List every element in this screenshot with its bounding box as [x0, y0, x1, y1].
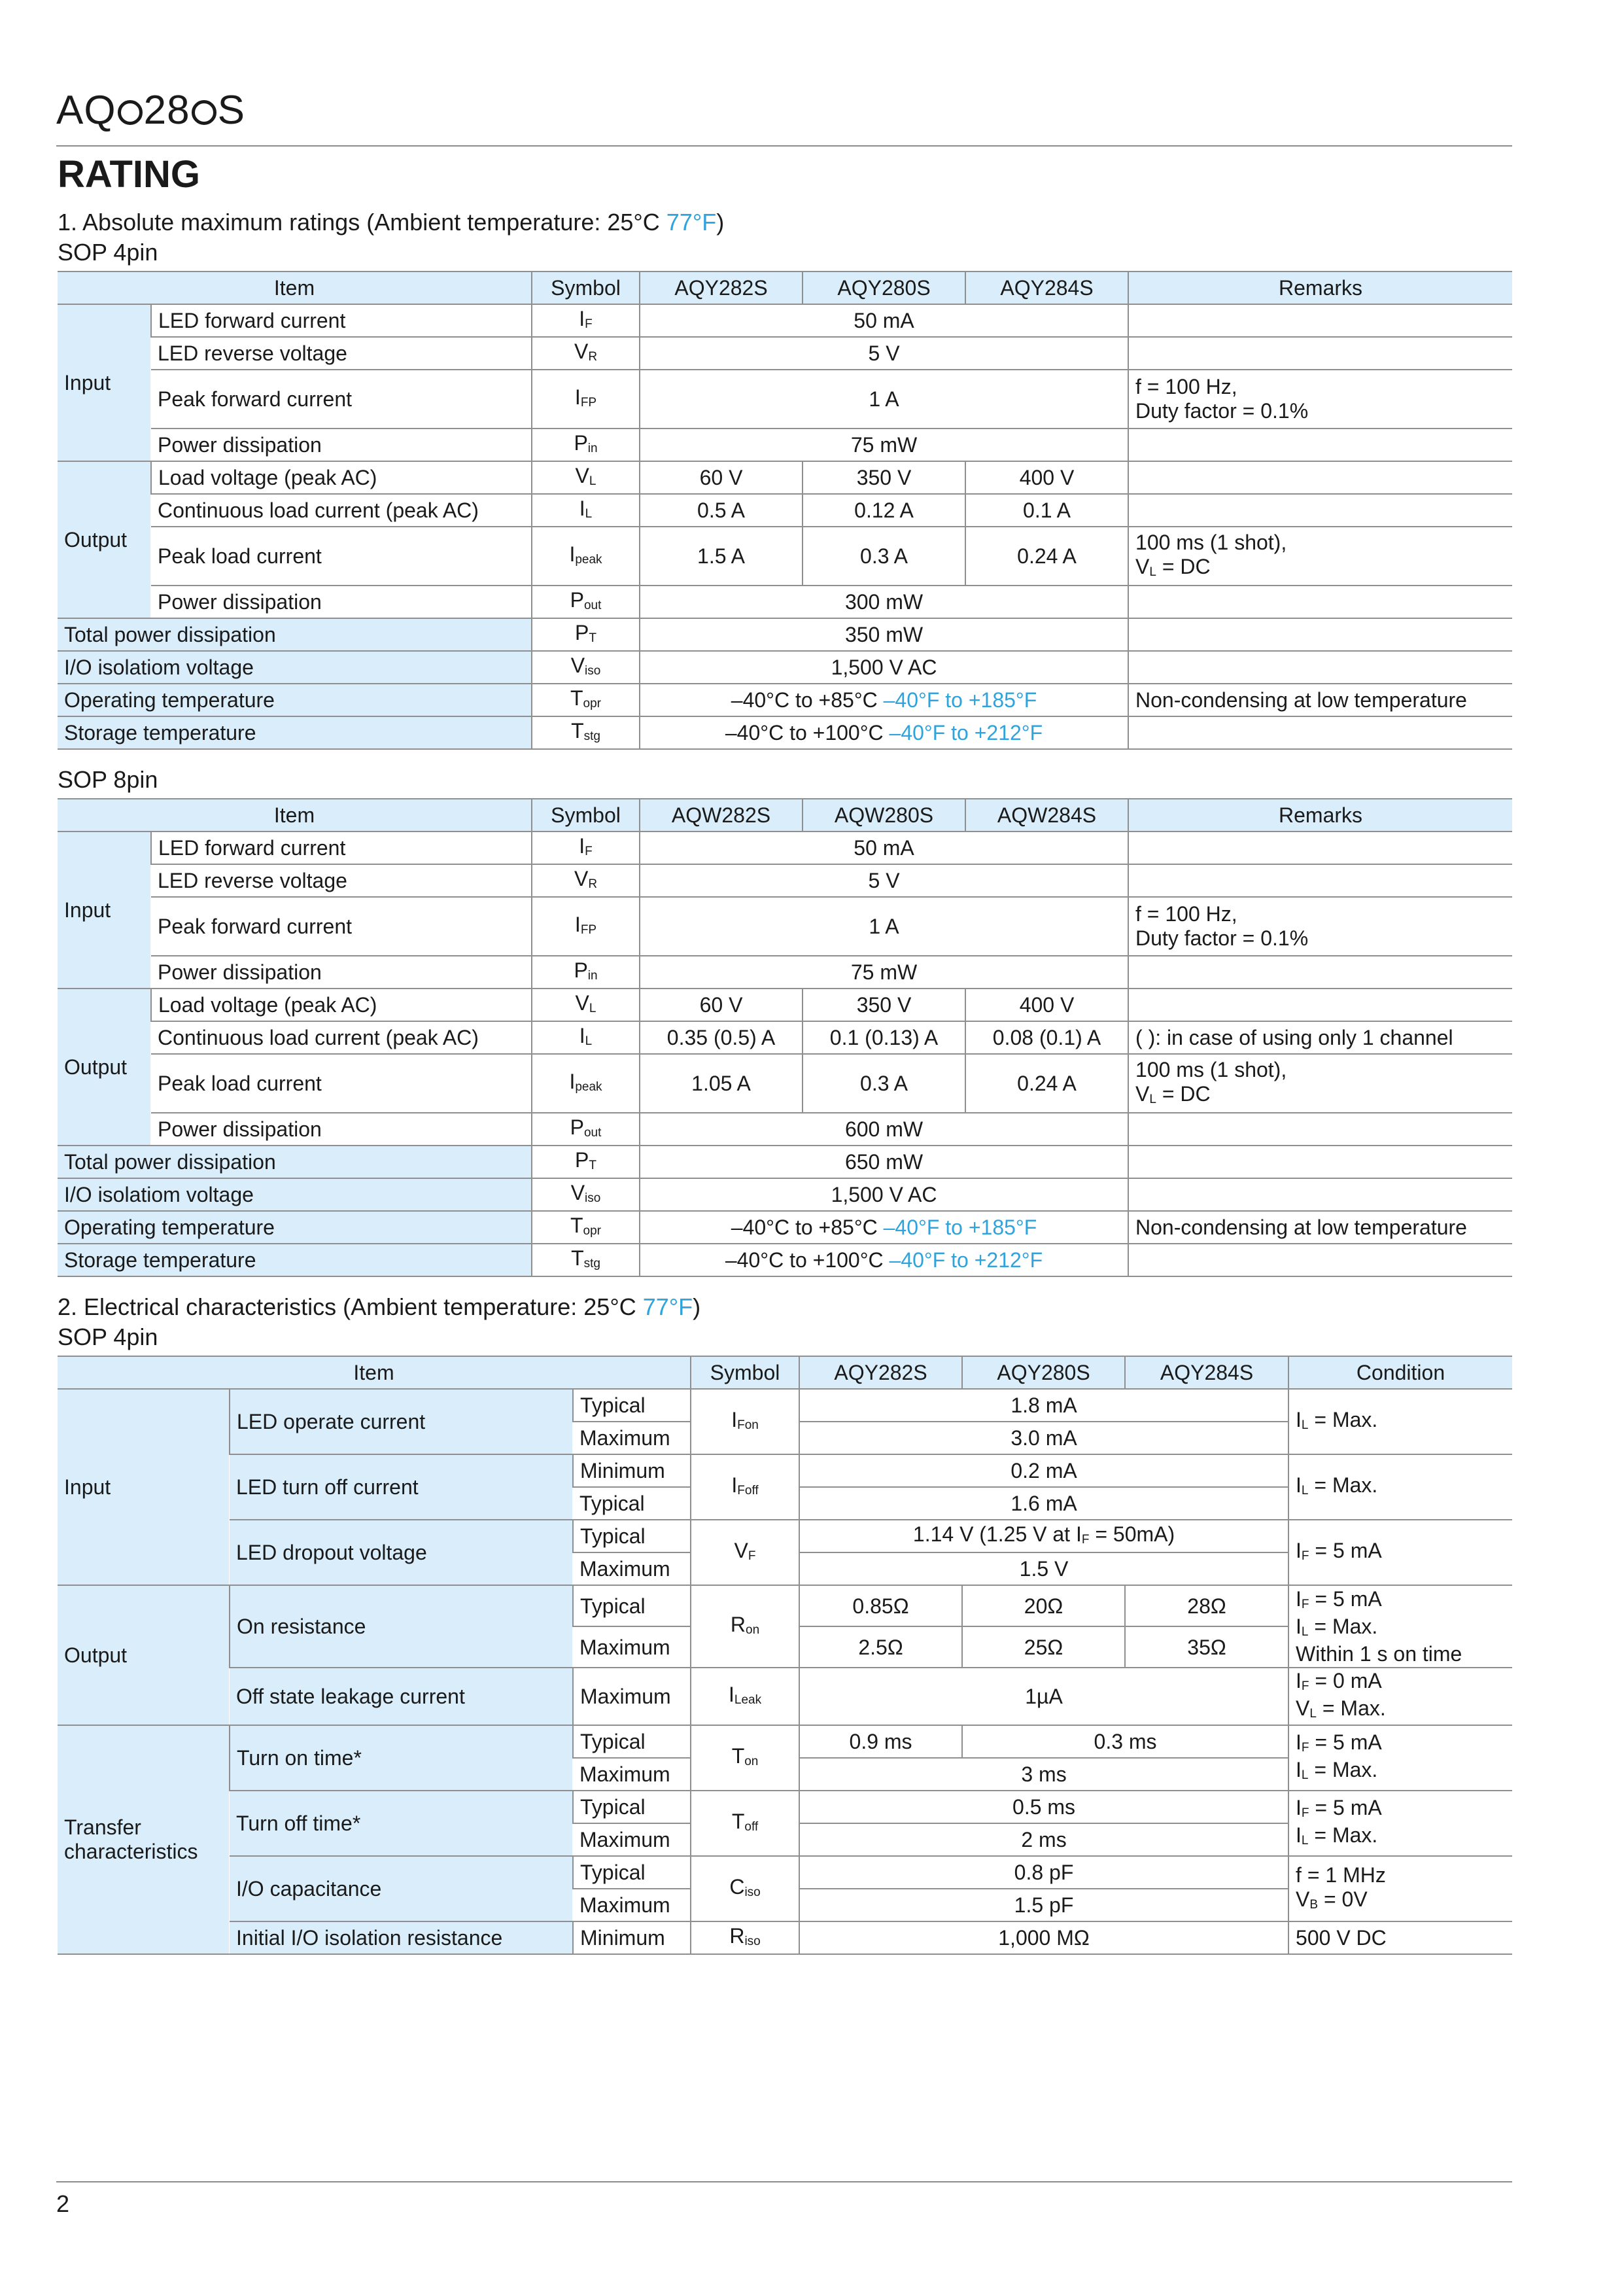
table-row: Power dissipation $P_{in}$ 75 mW — [58, 956, 1512, 989]
table-header-row: Item Symbol AQW282S AQW280S AQW284S Remarks — [58, 799, 1512, 832]
section-heading: RATING — [58, 153, 201, 196]
table-row: Operating temperature $T_{opr}$ –40°C to +85°C –40°F to +185°F Non-condensing at low temperature — [58, 684, 1512, 716]
sop8-label: SOP 8pin — [58, 766, 158, 793]
table-row: I/O capacitance Typical $C_{iso}$ 0.8 pF f = 1 MHz $V_B = 0V$ — [58, 1856, 1512, 1889]
table-row: I/O isolatiom voltage $V_{iso}$ 1,500 V AC — [58, 1178, 1512, 1211]
table-row: Maximum 2 ms — [58, 1823, 1512, 1856]
table-row: Power dissipation $P_{out}$ 300 mW — [58, 586, 1512, 618]
table-row: Storage temperature $T_{stg}$ –40°C to +100°C –40°F to +212°F — [58, 1244, 1512, 1276]
table-row: LED dropout voltage Typical $V_F$ 1.14 V (1.25 V at $I_F = 50mA$) $I_F = 5$ mA — [58, 1520, 1512, 1552]
section2-title: 2. Electrical characteristics (Ambient temperature: 25°C 77°F) — [58, 1293, 701, 1320]
electrical-table-sop4 — [58, 1356, 1512, 1955]
circle-placeholder-icon — [118, 100, 143, 125]
circle-placeholder-icon — [192, 100, 216, 125]
section1-title: 1. Absolute maximum ratings (Ambient temperature: 25°C 77°F) — [58, 209, 725, 236]
table-row: Turn off time* Typical $T_{off}$ 0.5 ms $I_F = 5$ mA $I_L$ = Max. — [58, 1791, 1512, 1823]
document-title: AQ 28 S — [56, 88, 245, 133]
sop4-label-electrical: SOP 4pin — [58, 1323, 158, 1350]
table-row: LED turn off current Minimum $I_{Foff}$ 0.2 mA $I_L$ = Max. — [58, 1454, 1512, 1487]
table-row: LED reverse voltage $V_R$ 5 V — [58, 337, 1512, 370]
table-row: Input LED operate current Typical $I_{Fon}$ 1.8 mA $I_L$ = Max. — [58, 1389, 1512, 1422]
abs-max-table-sop4 — [58, 271, 1512, 750]
table-row: Output Load voltage (peak AC) $V_L$ 60 V 350 V 400 V — [58, 461, 1512, 494]
table-row: Initial I/O isolation resistance Minimum $R_{iso}$ 1,000 MΩ 500 V DC — [58, 1921, 1512, 1954]
table-row: Peak forward current $I_{FP}$ 1 A f = 100 Hz, Duty factor = 0.1% — [58, 370, 1512, 429]
table-header-row: Item Symbol AQY282S AQY280S AQY284S Remarks — [58, 272, 1512, 304]
table-row: Continuous load current (peak AC) $I_L$ 0.35 (0.5) A 0.1 (0.13) A 0.08 (0.1) A ( ): in case of using only 1 channel — [58, 1021, 1512, 1054]
table-row: Peak load current $I_{peak}$ 1.05 A 0.3 A 0.24 A 100 ms (1 shot), $V_L$ = DC — [58, 1054, 1512, 1113]
table-row: Power dissipation $P_{out}$ 600 mW — [58, 1113, 1512, 1146]
table-row: Operating temperature $T_{opr}$ –40°C to +85°C –40°F to +185°F Non-condensing at low temperature — [58, 1211, 1512, 1244]
table-row: Maximum 3.0 mA — [58, 1422, 1512, 1454]
table-row: LED reverse voltage $V_R$ 5 V — [58, 864, 1512, 897]
table-row: Peak forward current $I_{FP}$ 1 A f = 100 Hz, Duty factor = 0.1% — [58, 897, 1512, 956]
table-row: Total power dissipation $P_T$ 350 mW — [58, 618, 1512, 651]
abs-max-table-sop8 — [58, 798, 1512, 1277]
header-divider — [56, 145, 1512, 147]
sop4-label: SOP 4pin — [58, 239, 158, 266]
table-row: Input LED forward current $I_F$ 50 mA — [58, 304, 1512, 337]
table-row: Typical 1.6 mA — [58, 1487, 1512, 1520]
table-row: Input LED forward current $I_F$ 50 mA — [58, 832, 1512, 864]
table-row: Maximum 1.5 pF — [58, 1889, 1512, 1921]
table-row: Peak load current $I_{peak}$ 1.5 A 0.3 A 0.24 A 100 ms (1 shot), $V_L$ = DC — [58, 527, 1512, 586]
table-row: Off state leakage current Maximum $I_{Leak}$ 1µA $I_F = 0$ mA $V_L$ = Max. — [58, 1668, 1512, 1725]
table-row: Storage temperature $T_{stg}$ –40°C to +100°C –40°F to +212°F — [58, 716, 1512, 749]
table-row: Maximum 2.5Ω 25Ω 35Ω — [58, 1626, 1512, 1668]
table-row: I/O isolatiom voltage $V_{iso}$ 1,500 V AC — [58, 651, 1512, 684]
table-row: Continuous load current (peak AC) $I_L$ 0.5 A 0.12 A 0.1 A — [58, 494, 1512, 527]
table-row: Power dissipation $P_{in}$ 75 mW — [58, 429, 1512, 461]
table-row: Transfer characteristics Turn on time* Typical $T_{on}$ 0.9 ms 0.3 ms $I_F = 5$ mA $I_L$ = Max. — [58, 1725, 1512, 1758]
table-row: Total power dissipation $P_T$ 650 mW — [58, 1146, 1512, 1178]
table-row: Output On resistance Typical $R_{on}$ 0.85Ω 20Ω 28Ω $I_F = 5$ mA $I_L$ = Max. Within 1 s on time — [58, 1585, 1512, 1626]
table-header-row: Item Symbol AQY282S AQY280S AQY284S Condition — [58, 1356, 1512, 1389]
table-row: Maximum 3 ms — [58, 1758, 1512, 1791]
table-row: Maximum 1.5 V — [58, 1552, 1512, 1585]
footer-divider — [56, 2181, 1512, 2182]
table-row: Output Load voltage (peak AC) $V_L$ 60 V 350 V 400 V — [58, 989, 1512, 1021]
page-number: 2 — [56, 2190, 70, 2217]
